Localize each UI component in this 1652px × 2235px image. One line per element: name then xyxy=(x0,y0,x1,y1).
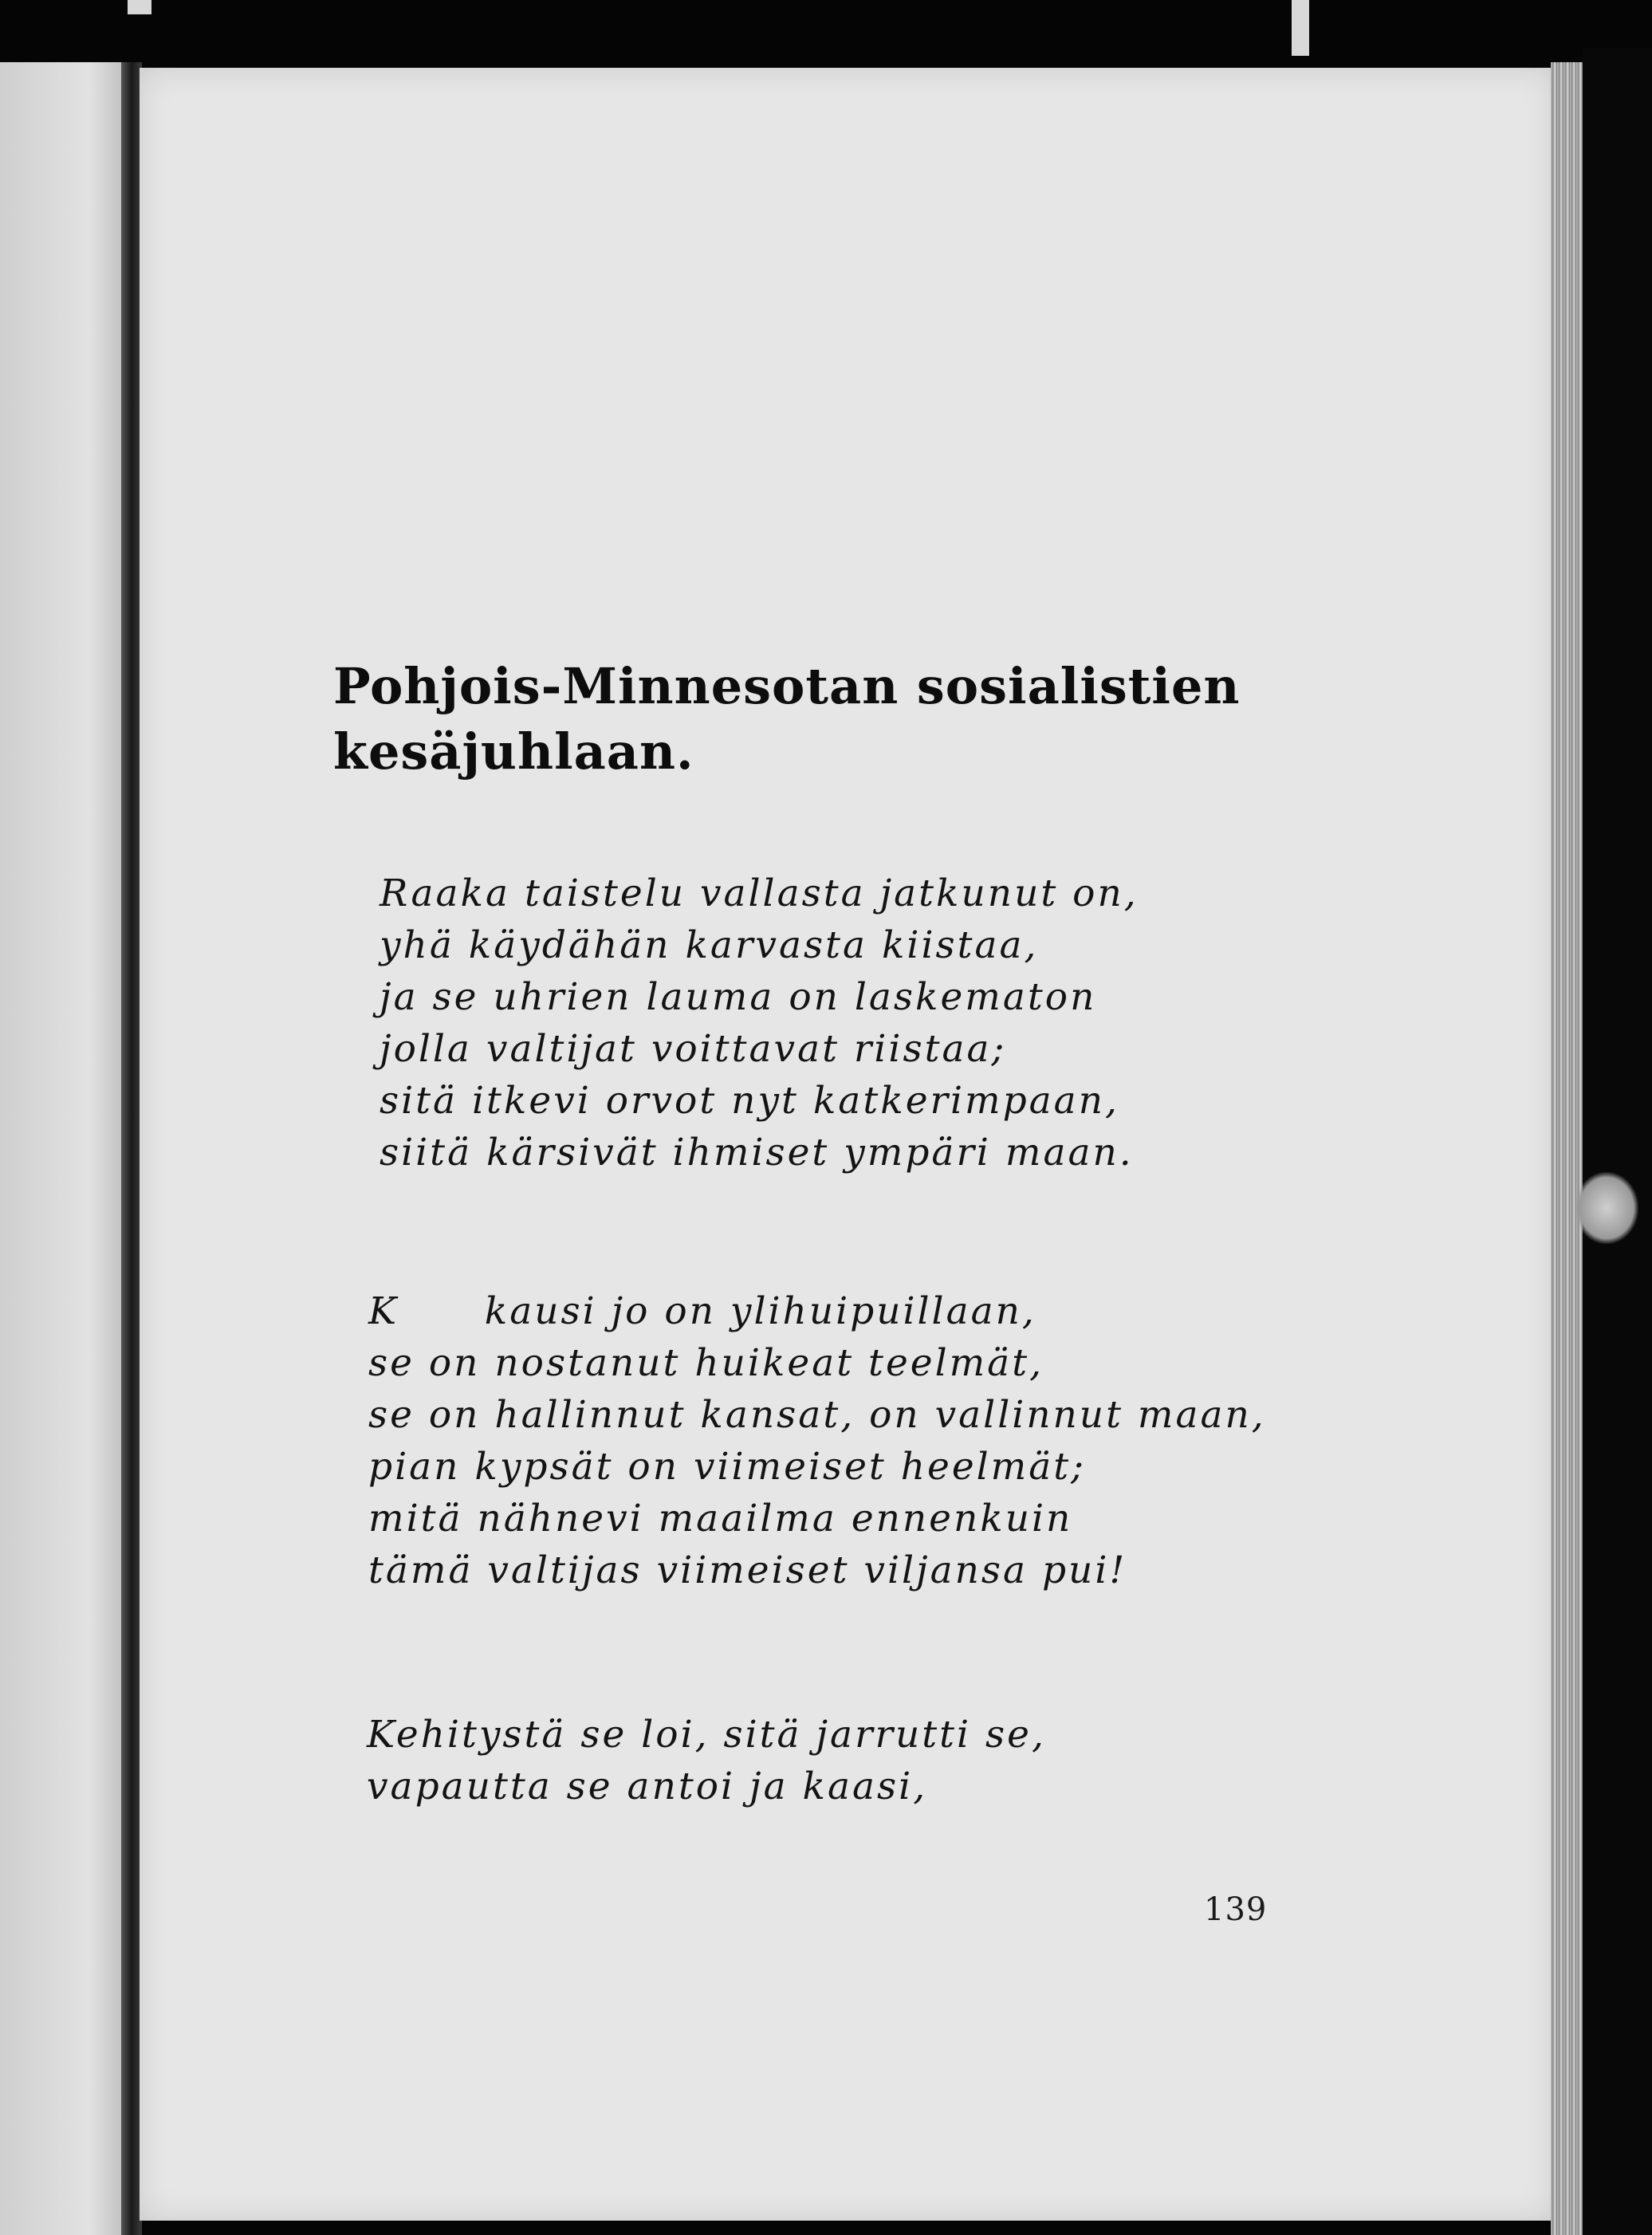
verse-line: Raaka taistelu vallasta jatkunut on, xyxy=(380,872,1139,915)
page-stack-edge xyxy=(1551,62,1583,2235)
verse-line: vapautta se antoi ja kaasi, xyxy=(367,1765,928,1808)
verse-line: sitä itkevi orvot nyt katkerimpaan, xyxy=(380,1079,1119,1123)
poem-title xyxy=(333,654,1241,785)
verse-line: tämä valtijas viimeiset viljansa pui! xyxy=(368,1548,1127,1592)
scan-artifact xyxy=(128,0,151,14)
verse-line: se on nostanut huikeat teelmät, xyxy=(368,1341,1044,1385)
scan-artifact xyxy=(1292,0,1309,56)
verse-line: se on hallinnut kansat, on vallinnut maan, xyxy=(368,1393,1266,1437)
facing-page-edge xyxy=(0,62,128,2235)
verse-line: pian kypsät on viimeiset heelmät; xyxy=(368,1445,1086,1489)
scan-background xyxy=(1583,48,1652,2235)
verse-line: mitä nähnevi maailma ennenkuin xyxy=(368,1497,1073,1540)
verse-line: yhä käydähän karvasta kiistaa, xyxy=(380,923,1039,967)
title-line: Pohjois-Minnesotan sosialistien xyxy=(333,657,1241,715)
stanza xyxy=(380,868,1139,1178)
paper-tear-mark xyxy=(1575,1172,1638,1244)
verse-line: siitä kärsivät ihmiset ympäri maan. xyxy=(380,1131,1134,1175)
stanza xyxy=(367,1709,1046,1812)
verse-line: jolla valtijat voittavat riistaa; xyxy=(380,1027,1007,1071)
verse-line: K kausi jo on ylihuipuillaan, xyxy=(368,1289,1036,1333)
verse-line: ja se uhrien lauma on laskematon xyxy=(380,975,1097,1019)
verse-line: Kehitystä se loi, sitä jarrutti se, xyxy=(367,1713,1046,1757)
title-line: kesäjuhlaan. xyxy=(333,722,694,781)
page-number: 139 xyxy=(1204,1891,1268,1928)
stanza xyxy=(368,1285,1266,1596)
